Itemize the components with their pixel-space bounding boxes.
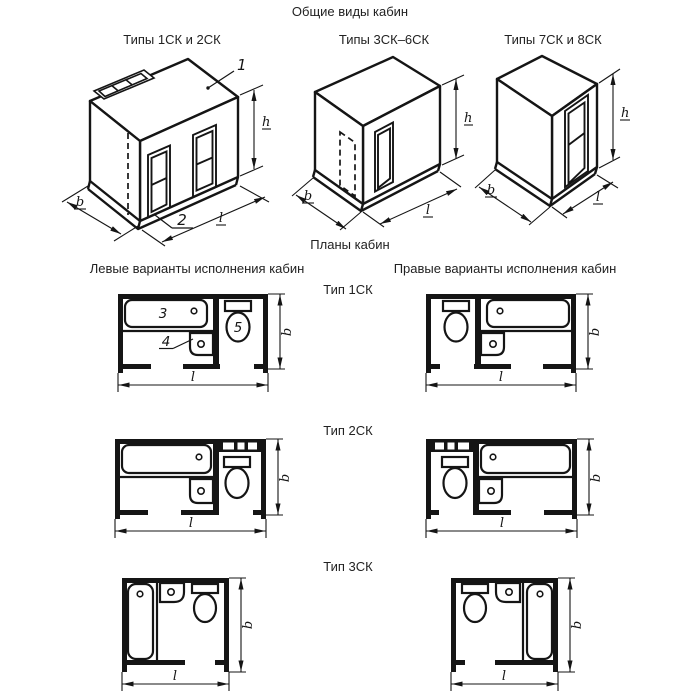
cabin-plan-geometry [122, 578, 229, 672]
dimension-length [426, 370, 576, 392]
drain-circle [137, 591, 143, 597]
callout-sink [159, 334, 193, 350]
callout-roof-number: 1 [237, 56, 247, 74]
cabin-plan-geometry [115, 439, 266, 519]
plan-1sk-left [116, 291, 296, 395]
toilet-tank-shape [192, 584, 218, 593]
cabin-plan-geometry [118, 294, 268, 373]
sink-drain-circle [198, 341, 204, 347]
dimension-length [118, 370, 268, 392]
dimension-height [599, 69, 630, 168]
dim-label-l: l [595, 190, 601, 205]
plan-1sk-right [424, 291, 604, 395]
toilet-tank-shape [225, 301, 251, 311]
dim-label-b: b [241, 620, 256, 630]
toilet-bowl-shape [194, 594, 216, 622]
dim-label-l: l [425, 203, 431, 218]
dimension-height [442, 75, 473, 165]
type-2sk-label: Тип 2СК [323, 423, 373, 438]
dimension-width [558, 578, 585, 672]
dim-label-l: l [218, 211, 224, 226]
type-1sk-label: Тип 1СК [323, 282, 373, 297]
dim-label-b: b [303, 189, 313, 204]
dim-label-b: b [588, 327, 603, 337]
dimension-length [451, 669, 558, 691]
sink-drain-circle [168, 589, 174, 595]
dimension-length [122, 669, 229, 691]
dim-label-l: l [501, 669, 507, 684]
dimension-width [577, 439, 604, 515]
cabin-plan-geometry-mirrored [426, 439, 577, 519]
iso-caption-3sk-6sk: Типы 3СК–6СК [338, 32, 430, 47]
plan-2sk-right [424, 436, 609, 544]
dimension-length [115, 516, 266, 538]
dim-label-l: l [498, 370, 504, 385]
plan-3sk-right [449, 575, 589, 697]
dimension-height [240, 85, 271, 176]
cabin-box [495, 56, 597, 206]
cabin-plan-geometry-mirrored [451, 578, 558, 672]
iso-view-types-7sk-8sk [470, 54, 670, 239]
dim-label-b: b [75, 195, 85, 210]
dim-label-b: b [280, 327, 295, 337]
dimension-length [426, 516, 577, 538]
page-title: Общие виды кабин [291, 4, 409, 19]
iso-view-types-3sk-6sk [280, 54, 480, 244]
left-variants-heading: Левые варианты исполнения кабин [89, 261, 305, 276]
dim-label-l: l [499, 516, 505, 531]
dim-label-b: b [278, 473, 293, 483]
callout-bathtub: 3 [158, 306, 168, 322]
drain-circle [191, 308, 197, 314]
cabin-box [88, 59, 238, 229]
callout-toilet: 5 [233, 320, 243, 336]
dim-label-b: b [570, 620, 585, 630]
toilet-bowl-shape [226, 468, 249, 498]
dim-label-b: b [589, 473, 604, 483]
callout-roof [206, 56, 246, 90]
dim-label-l: l [190, 370, 196, 385]
drain-circle [196, 454, 202, 460]
plan-2sk-left [113, 436, 298, 544]
cabin-box [313, 57, 440, 211]
plans-title: Планы кабин [310, 237, 390, 252]
dimension-width [268, 294, 295, 369]
dim-label-h: h [262, 115, 271, 130]
dim-label-l: l [188, 516, 194, 531]
callout-base-number: 2 [177, 211, 187, 229]
dim-label-b: b [486, 183, 496, 198]
dimension-width [576, 294, 603, 369]
type-3sk-label: Тип 3СК [323, 559, 373, 574]
sink-drain-circle [198, 488, 204, 494]
plan-3sk-left [120, 575, 260, 697]
dim-label-h: h [464, 111, 473, 126]
right-variants-heading: Правые варианты исполнения кабин [393, 261, 617, 276]
iso-caption-1sk-2sk: Типы 1СК и 2СК [123, 32, 221, 47]
dim-label-h: h [621, 106, 630, 121]
callout-sink-number: 4 [161, 334, 171, 350]
toilet-tank-shape [224, 457, 250, 467]
dimension-width [229, 578, 256, 672]
dimension-width [266, 439, 293, 515]
iso-caption-7sk-8sk: Типы 7СК и 8СК [504, 32, 602, 47]
iso-view-types-1sk-2sk [58, 54, 288, 246]
cabin-plan-geometry-mirrored [426, 294, 576, 373]
vent-block [219, 439, 261, 452]
dim-label-l: l [172, 669, 178, 684]
